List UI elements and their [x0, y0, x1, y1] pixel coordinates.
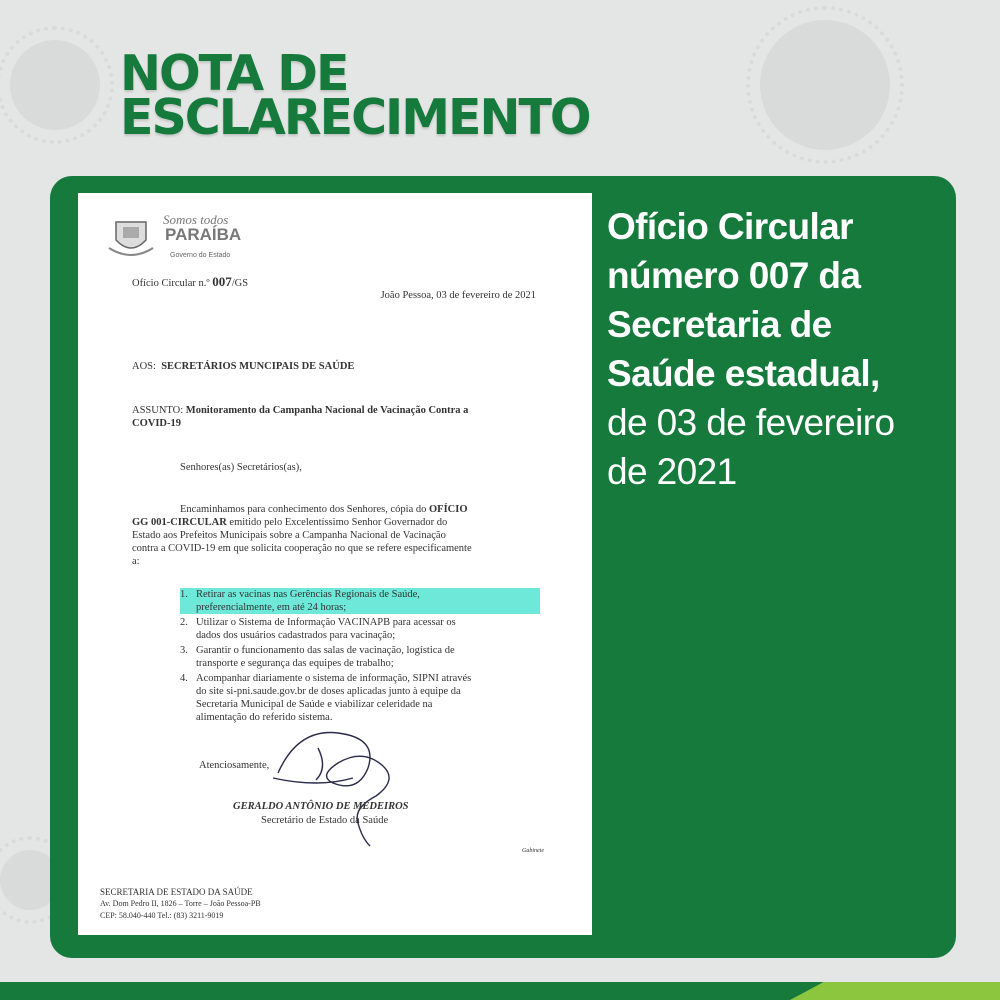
- body-line-5: a:: [132, 556, 140, 567]
- aos-value: SECRETÁRIOS MUNCIPAIS DE SAÚDE: [161, 361, 355, 372]
- aos-label: AOS:: [132, 361, 156, 372]
- virus-decoration-top-left: [10, 40, 100, 130]
- body-line-1: Encaminhamos para conhecimento dos Senhores, cópia do: [180, 504, 427, 515]
- list-item: [180, 672, 540, 724]
- list-item-line: transporte e segurança das equipes de trabalho;: [196, 658, 394, 669]
- document-scan: [78, 193, 592, 935]
- list-item-line: Retirar as vacinas nas Gerências Regionais de Saúde,: [196, 589, 420, 600]
- list-item-line: preferencialmente, em até 24 horas;: [196, 602, 347, 613]
- footer-line-3: CEP: 58.040-440 Tel.: (83) 3211-9019: [100, 911, 224, 920]
- side-caption: [607, 202, 947, 496]
- bottom-accent-stripe: [790, 982, 1000, 1000]
- assunto-value-2: COVID-19: [132, 418, 181, 429]
- footer-address: [100, 886, 261, 922]
- list-item-number: 2.: [180, 617, 188, 628]
- assunto-value-1: Monitoramento da Campanha Nacional de Vacinação Contra a: [185, 405, 469, 416]
- headline-line-2: ESCLARECIMENTO: [120, 89, 590, 146]
- signer-title: Secretário de Estado da Saúde: [261, 815, 389, 826]
- caption-line: Ofício Circular: [607, 206, 853, 247]
- body-line-2-bold: GG 001-CIRCULAR: [132, 517, 227, 528]
- list-item-line: Acompanhar diariamente o sistema de informação, SIPNI através: [196, 673, 472, 684]
- logo-name: PARAÍBA: [165, 225, 242, 244]
- body-line-3: Estado aos Prefeitos Municipais sobre a Campanha Nacional de Vacinação: [132, 530, 446, 541]
- virus-decoration-top-right: [760, 20, 890, 150]
- list-item-text: [196, 672, 540, 724]
- list-item-number: 4.: [180, 673, 188, 684]
- oficio-prefix: Ofício Circular n.º: [132, 278, 210, 289]
- requests-list: [180, 588, 540, 724]
- caption-line: Secretaria de: [607, 304, 832, 345]
- greeting: Senhores(as) Secretários(as),: [180, 462, 302, 473]
- list-item-text: [196, 616, 540, 642]
- caption-line: Saúde estadual,: [607, 353, 880, 394]
- list-item-line: Garantir o funcionamento das salas de vacinação, logística de: [196, 645, 455, 656]
- headline: [120, 45, 590, 146]
- list-item-text: [196, 644, 540, 670]
- date-line: João Pessoa, 03 de fevereiro de 2021: [380, 290, 536, 301]
- list-item-number: 1.: [180, 588, 196, 614]
- oficio-number: [132, 275, 248, 290]
- logo-script: Somos todos: [163, 212, 229, 227]
- footer-line-2: Av. Dom Pedro II, 1826 – Torre – João Pessoa-PB: [100, 899, 261, 908]
- list-item: [180, 616, 540, 642]
- assunto-line: [132, 404, 542, 430]
- list-item-line: dados dos usuários cadastrados para vacinação;: [196, 630, 396, 641]
- caption-line: de 2021: [607, 451, 737, 492]
- list-item-line: Secretaria Municipal de Saúde e viabilizar celeridade na: [196, 699, 433, 710]
- footer-line-1: SECRETARIA DE ESTADO DA SAÚDE: [100, 887, 253, 897]
- body-line-2: emitido pelo Excelentíssimo Senhor Governador do: [229, 517, 448, 528]
- aos-line: [132, 360, 354, 373]
- list-item-line: do site si-pni.saude.gov.br de doses aplicadas junto à equipe da: [196, 686, 461, 697]
- list-item-line: Utilizar o Sistema de Informação VACINAPB para acessar os: [196, 617, 456, 628]
- body-paragraph: [132, 503, 539, 568]
- closing: Atenciosamente,: [199, 760, 270, 771]
- list-item: [180, 588, 540, 614]
- list-item-text: [196, 588, 540, 614]
- signer-name: GERALDO ANTÔNIO DE MEDEIROS: [233, 801, 409, 812]
- coat-of-arms-icon: [106, 218, 156, 258]
- list-item-line: alimentação do referido sistema.: [196, 712, 333, 723]
- list-item-number: 3.: [180, 645, 188, 656]
- headline-line-1: NOTA DE: [120, 45, 348, 102]
- body-line-1-bold: OFÍCIO: [429, 504, 468, 515]
- signature-icon: [258, 718, 418, 848]
- caption-line: número 007 da: [607, 255, 861, 296]
- oficio-number-value: 007: [212, 274, 232, 289]
- caption-line: de 03 de fevereiro: [607, 402, 895, 443]
- list-item: [180, 644, 540, 670]
- stamp-label: Gabinete: [522, 848, 544, 854]
- body-line-4: contra a COVID-19 em que solicita cooperação no que se refere especificamente: [132, 543, 472, 554]
- logo-subtitle: Governo do Estado: [170, 252, 231, 259]
- oficio-suffix: /GS: [231, 278, 249, 289]
- assunto-label: ASSUNTO:: [132, 405, 184, 416]
